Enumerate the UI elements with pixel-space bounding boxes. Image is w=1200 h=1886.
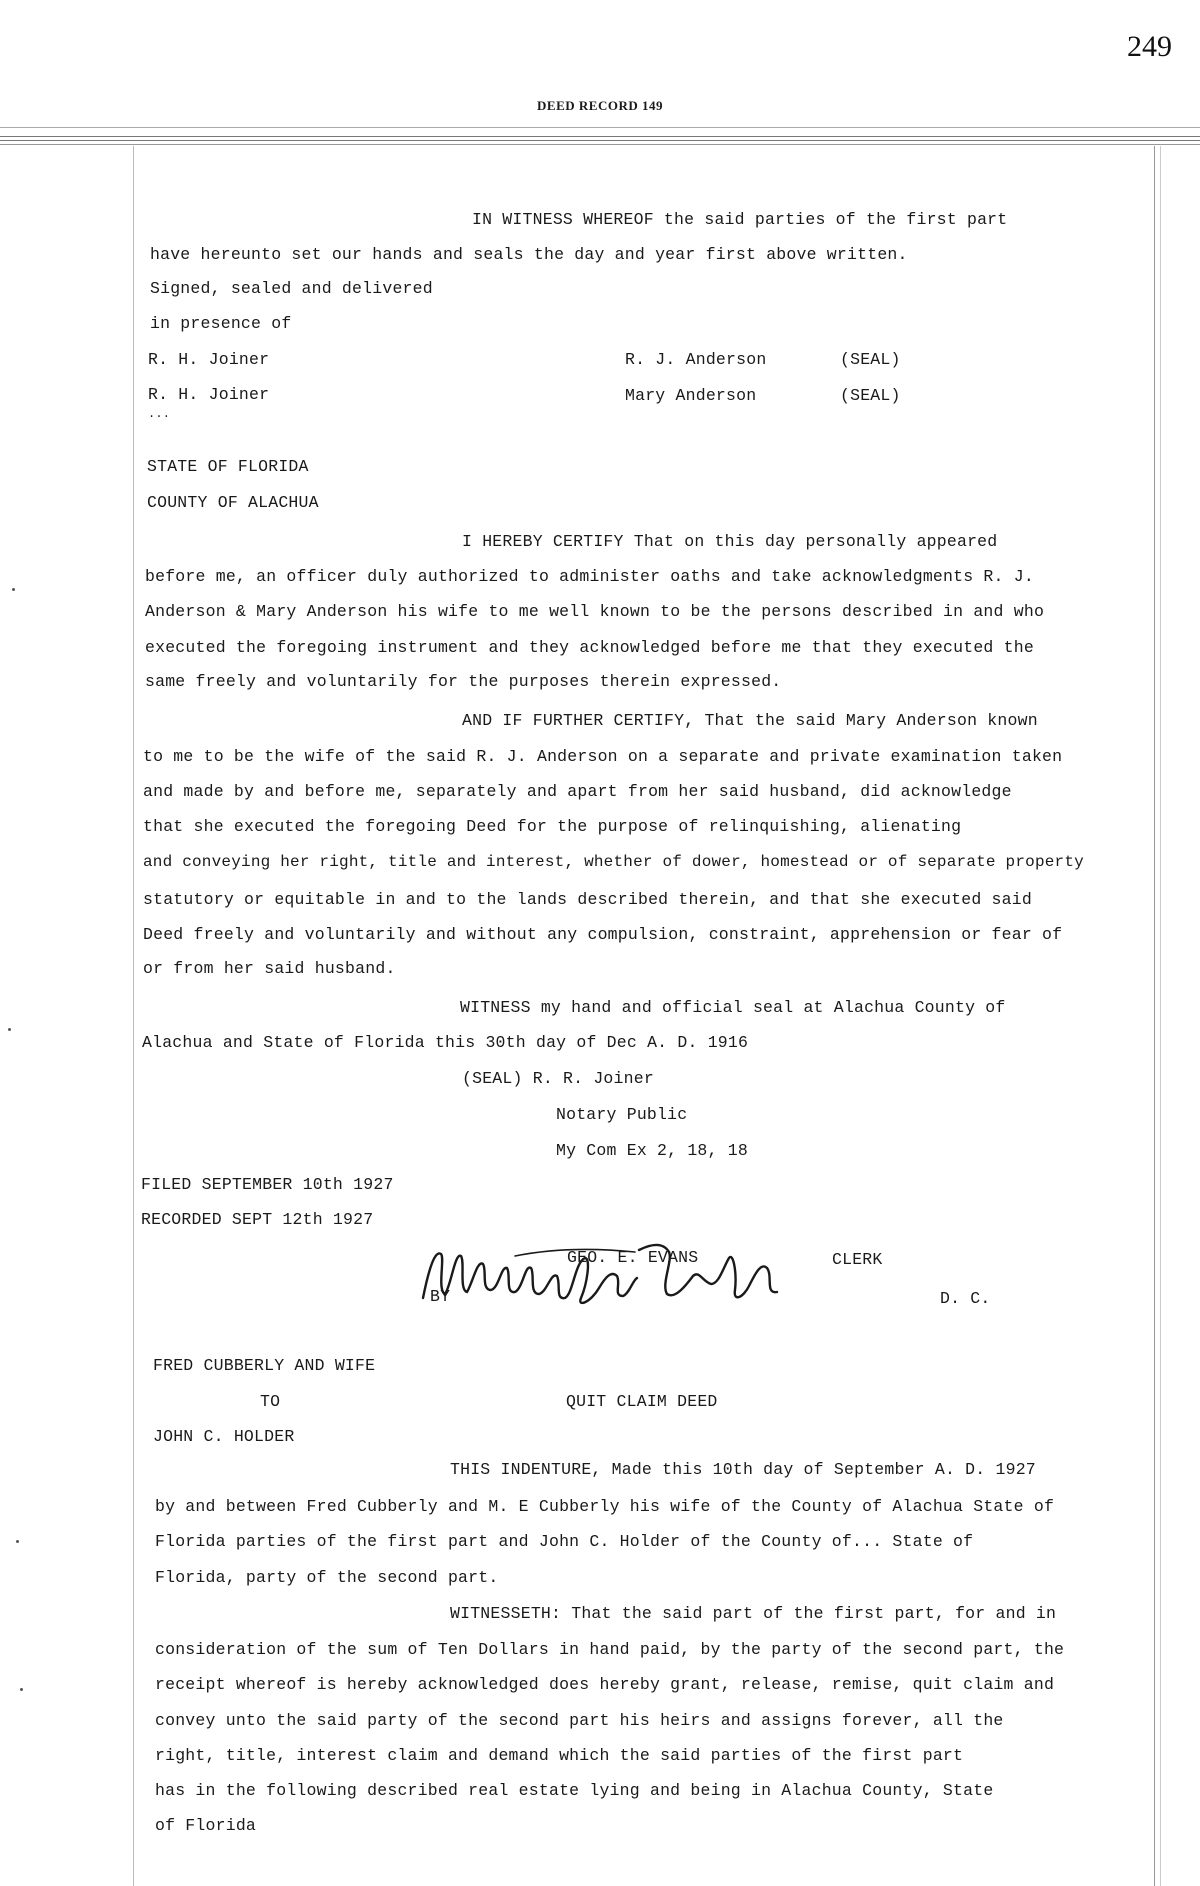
further-certify-line: to me to be the wife of the said R. J. Anderson on a separate and private examination taken [143, 747, 1063, 766]
venue-state: STATE OF FLORIDA [147, 457, 309, 476]
deputy-clerk-label: D. C. [940, 1289, 991, 1308]
certificate-line: before me, an officer duly authorized to administer oaths and take acknowledgments R. J. [145, 567, 1034, 586]
witnesseth-line: has in the following described real estate lying and being in Alachua County, State [155, 1781, 994, 1800]
indenture-line: Florida, party of the second part. [155, 1568, 499, 1587]
clerk-name: GEO. E. EVANS [567, 1248, 699, 1267]
by-label: BY [430, 1287, 451, 1306]
grantor-signature: Mary Anderson [625, 386, 757, 405]
witnesseth-line: consideration of the sum of Ten Dollars in hand paid, by the party of the second part, the [155, 1640, 1065, 1659]
certificate-line: same freely and voluntarily for the purposes therein expressed. [145, 672, 782, 691]
certificate-line: Anderson & Mary Anderson his wife to me well known to be the persons described in and who [145, 602, 1045, 621]
witnesseth-line: convey unto the said party of the second part his heirs and assigns forever, all the [155, 1711, 1004, 1730]
witness-signature: R. H. Joiner [148, 385, 270, 404]
notary-witness-line: Alachua and State of Florida this 30th day of Dec A. D. 1916 [142, 1033, 749, 1052]
further-certify-line: and made by and before me, separately and apart from her said husband, did acknowledge [143, 782, 1012, 801]
indenture-line: THIS INDENTURE, Made this 10th day of September A. D. 1927 [450, 1460, 1036, 1479]
seal-mark: (SEAL) [840, 350, 901, 369]
second-deed-type: QUIT CLAIM DEED [566, 1392, 718, 1411]
witness-clause-line: IN WITNESS WHEREOF the said parties of the first part [472, 210, 1008, 229]
indenture-line: by and between Fred Cubberly and M. E Cubberly his wife of the County of Alachua State of [155, 1497, 1055, 1516]
signature-drawing [415, 1228, 805, 1318]
witness-clause-line: in presence of [150, 314, 292, 333]
notary-commission: My Com Ex 2, 18, 18 [556, 1141, 748, 1160]
further-certify-line: that she executed the foregoing Deed for the purpose of relinquishing, alienating [143, 817, 962, 836]
further-certify-line: Deed freely and voluntarily and without any compulsion, constraint, apprehension or fear of [143, 925, 1063, 944]
indenture-line: Florida parties of the first part and John C. Holder of the County of... State of [155, 1532, 974, 1551]
further-certify-line: and conveying her right, title and interest, whether of dower, homestead or of separate property [143, 853, 1084, 871]
witnesseth-line: receipt whereof is hereby acknowledged does hereby grant, release, remise, quit claim and [155, 1675, 1055, 1694]
witness-signature: R. H. Joiner [148, 350, 270, 369]
grantor-signature: R. J. Anderson [625, 350, 767, 369]
certificate-line: I HEREBY CERTIFY That on this day personally appeared [462, 532, 998, 551]
witnesseth-line: right, title, interest claim and demand which the said parties of the first part [155, 1746, 964, 1765]
page-number: 249 [1127, 30, 1172, 63]
record-title: DEED RECORD 149 [537, 98, 663, 113]
recorded-date: RECORDED SEPT 12th 1927 [141, 1210, 374, 1229]
second-deed-to: TO [260, 1392, 281, 1411]
witness-clause-line: Signed, sealed and delivered [150, 279, 433, 298]
clerk-title: CLERK [832, 1250, 883, 1269]
second-deed-grantor: FRED CUBBERLY AND WIFE [153, 1356, 376, 1375]
notary-title: Notary Public [556, 1105, 688, 1124]
ellipsis-mark: ... [148, 407, 171, 421]
further-certify-line: AND IF FURTHER CERTIFY, That the said Mary Anderson known [462, 711, 1038, 730]
witnesseth-line: WITNESSETH: That the said part of the first part, for and in [450, 1604, 1057, 1623]
certificate-line: executed the foregoing instrument and they acknowledged before me that they executed the [145, 638, 1034, 657]
seal-mark: (SEAL) [840, 386, 901, 405]
further-certify-line: statutory or equitable in and to the lands described therein, and that she executed said [143, 890, 1032, 909]
witnesseth-line: of Florida [155, 1816, 257, 1835]
notary-witness-line: WITNESS my hand and official seal at Alachua County of [460, 998, 1006, 1017]
clerk-handwritten-signature [415, 1228, 805, 1318]
second-deed-grantee: JOHN C. HOLDER [153, 1427, 295, 1446]
notary-signature: (SEAL) R. R. Joiner [462, 1069, 654, 1088]
venue-county: COUNTY OF ALACHUA [147, 493, 319, 512]
witness-clause-line: have hereunto set our hands and seals the day and year first above written. [150, 245, 908, 264]
further-certify-line: or from her said husband. [143, 959, 396, 978]
filed-date: FILED SEPTEMBER 10th 1927 [141, 1175, 394, 1194]
